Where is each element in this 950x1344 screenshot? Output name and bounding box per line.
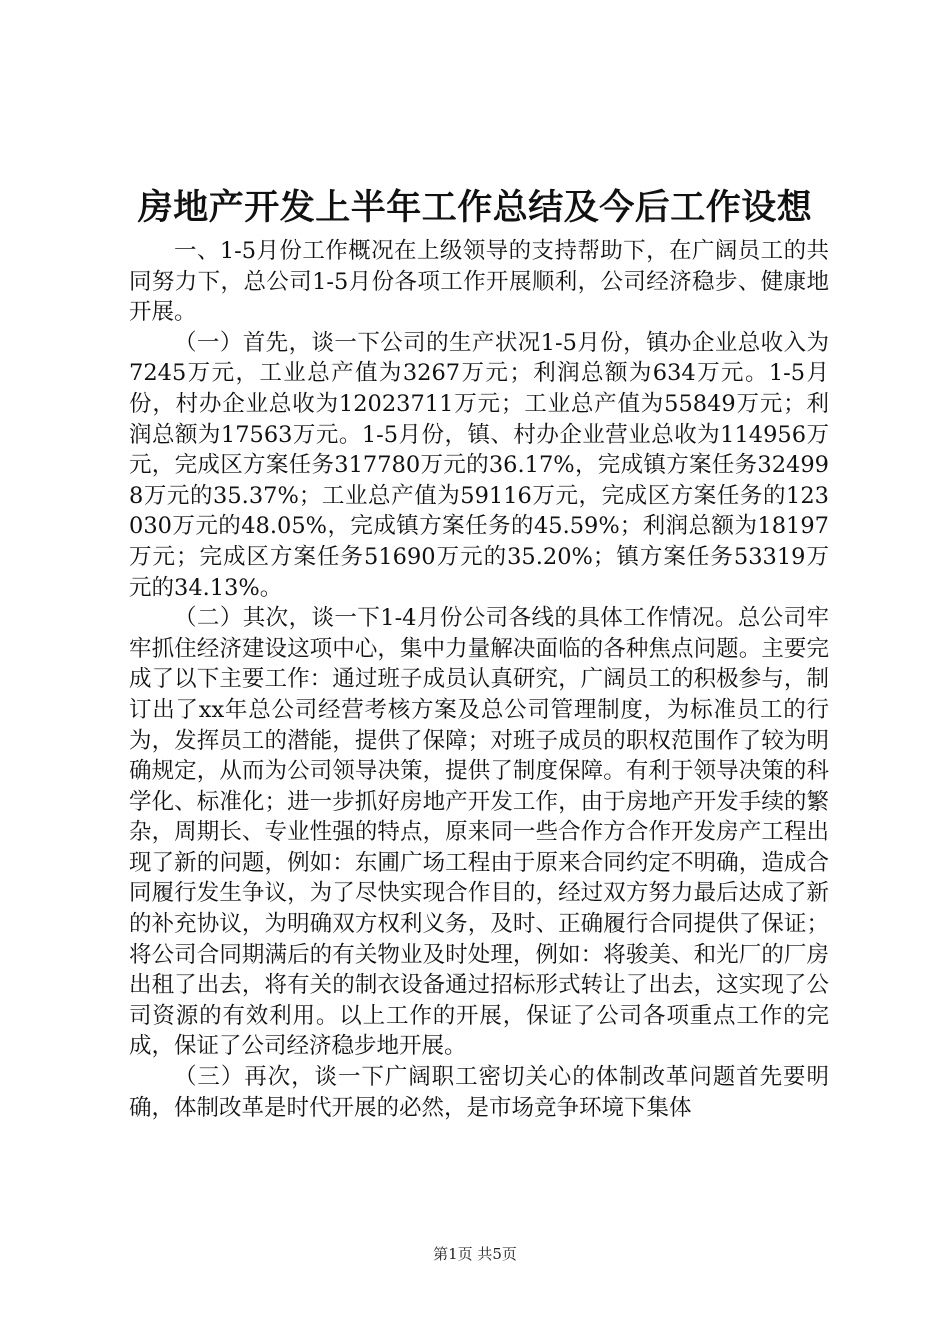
- paragraph-overview: 一、1-5月份工作概况在上级领导的支持帮助下，在广阔员工的共同努力下，总公司1-5月份各项工作开展顺利，公司经济稳步、健康地开展。: [129, 238, 829, 326]
- paragraph-work-details: （二）其次，谈一下1-4月份公司各线的具体工作情况。总公司牢牢抓住经济建设这项中心，集中力量解决面临的各种焦点问题。主要完成了以下主要工作：通过班子成员认真研究，广阔员工的积极参与，制订出了xx年总公司经营考核方案及总公司管理制度，为标准员工的行为，发挥员工的潜能，提供了保障；对班子成员的职权范围作了较为明确规定，从而为公司领导决策，提供了制度保障。有利于领导决策的科学化、标准化；进一步抓好房地产开发工作，由于房地产开发手续的繁杂，周期长、专业性强的特点，原来同一些合作方合作开发房产工程出现了新的问题，例如：东圃广场工程由于原来合同约定不明确，造成合同履行发生争议，为了尽快实现合作目的，经过双方努力最后达成了新的补充协议，为明确双方权利义务，及时、正确履行合同提供了保证；将公司合同期满后的有关物业及时处理，例如：将骏美、和光厂的厂房出租了出去，将有关的制衣设备通过招标形式转让了出去，这实现了公司资源的有效利用。以上工作的开展，保证了公司各项重点工作的完成，保证了公司经济稳步地开展。: [129, 605, 829, 1060]
- paragraph-system-reform: （三）再次，谈一下广阔职工密切关心的体制改革问题首先要明确，体制改革是时代开展的必然，是市场竞争环境下集体: [129, 1064, 829, 1121]
- paragraph-production-status: （一）首先，谈一下公司的生产状况1-5月份，镇办企业总收入为7245万元，工业总产值为3267万元；利润总额为634万元。1-5月份，村办企业总收为12023711万元；工业总产值为55849万元；利润总额为17563万元。1-5月份，镇、村办企业营业总收为114956万元，完成区方案任务317780万元的36.17%，完成镇方案任务324998万元的35.37%；工业总产值为59116万元，完成区方案任务的123030万元的48.05%，完成镇方案任务的45.59%；利润总额为18197万元；完成区方案任务51690万元的35.20%；镇方案任务53319万元的34.13%。: [129, 329, 829, 601]
- document-body: [129, 236, 829, 1123]
- page-number-footer: 第1页 共5页: [433, 1245, 517, 1263]
- document-title: 房地产开发上半年工作总结及今后工作设想: [137, 187, 813, 228]
